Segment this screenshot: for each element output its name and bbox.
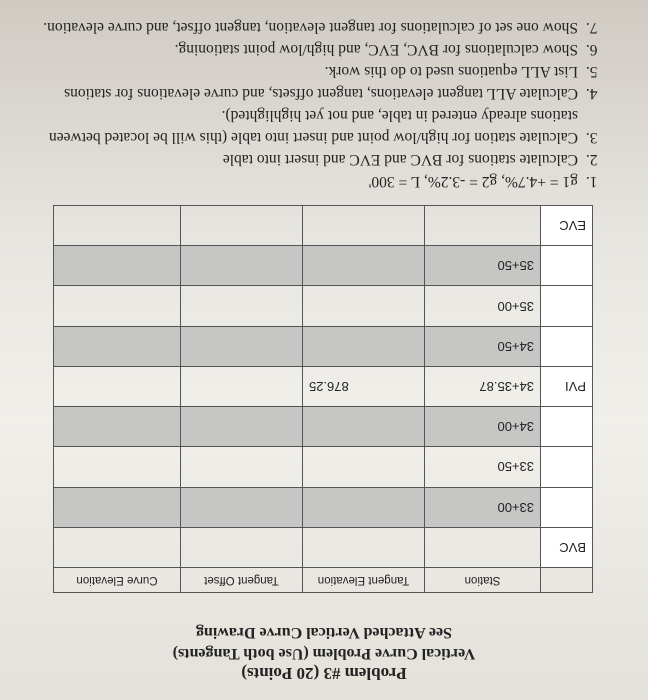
- task-item: 2. Calculate stations for BVC and EVC and insert into table: [12, 148, 582, 170]
- station-cell: 35+50: [425, 246, 541, 286]
- row-label: [541, 246, 593, 286]
- tangent-elevation-cell: 876.25: [303, 366, 425, 406]
- row-label: EVC: [541, 206, 593, 246]
- row-label: PVI: [541, 366, 593, 406]
- table-row: [54, 326, 593, 366]
- task-item: 1. g1 = +4.7%, g2 = -3.2%, L = 300': [12, 170, 582, 192]
- tangent-offset-cell: [181, 447, 303, 487]
- curve-elevation-cell: [54, 326, 181, 366]
- task-item: 6. Show calculations for BVC, EVC, and high/low point stationing.: [12, 38, 582, 60]
- table-row: [54, 206, 593, 246]
- table-row: [54, 447, 593, 487]
- task-item: 5. List ALL equations used to do this work.: [12, 60, 582, 82]
- tangent-elevation-cell: [303, 487, 425, 527]
- task-item: 4. Calculate ALL tangent elevations, tangent offsets, and curve elevations for stations: [12, 82, 582, 104]
- tangent-offset-cell: [181, 527, 303, 567]
- header-tangent-offset: Tangent Offset: [181, 568, 303, 593]
- drawing-reference: See Attached Vertical Curve Drawing: [196, 624, 452, 641]
- tangent-elevation-cell: [303, 206, 425, 246]
- row-label: [541, 487, 593, 527]
- tangent-offset-cell: [181, 246, 303, 286]
- station-cell: 34+35.87: [425, 366, 541, 406]
- table-row: [54, 246, 593, 286]
- table-header-row: [54, 568, 593, 593]
- curve-elevation-cell: [54, 286, 181, 326]
- station-cell: 34+00: [425, 407, 541, 447]
- vertical-curve-table: [53, 205, 593, 593]
- curve-elevation-cell: [54, 527, 181, 567]
- curve-elevation-cell: [54, 246, 181, 286]
- task-item: 3. Calculate station for high/low point and insert into table (this will be located between stations already entered in table, and not yet highlighted).: [12, 104, 582, 148]
- table-row: [54, 527, 593, 567]
- station-cell: 34+50: [425, 326, 541, 366]
- table-row: [54, 407, 593, 447]
- curve-elevation-cell: [54, 366, 181, 406]
- station-cell: [425, 206, 541, 246]
- station-cell: 33+00: [425, 487, 541, 527]
- station-cell: [425, 527, 541, 567]
- header-curve-elevation: Curve Elevation: [54, 568, 181, 593]
- row-label: [541, 447, 593, 487]
- tangent-elevation-cell: [303, 326, 425, 366]
- tangent-offset-cell: [181, 366, 303, 406]
- tangent-elevation-cell: [303, 246, 425, 286]
- tangent-offset-cell: [181, 407, 303, 447]
- row-label: [541, 407, 593, 447]
- tangent-elevation-cell: [303, 447, 425, 487]
- tangent-elevation-cell: [303, 407, 425, 447]
- station-cell: 33+50: [425, 447, 541, 487]
- row-label: [541, 286, 593, 326]
- tangent-offset-cell: [181, 206, 303, 246]
- tangent-elevation-cell: [303, 286, 425, 326]
- tangent-offset-cell: [181, 487, 303, 527]
- tangent-offset-cell: [181, 286, 303, 326]
- curve-elevation-cell: [54, 407, 181, 447]
- tangent-offset-cell: [181, 326, 303, 366]
- task-item: 7. Show one set of calculations for tangent elevation, tangent offset, and curve elevation.: [12, 16, 582, 38]
- table-row: [54, 286, 593, 326]
- problem-subtitle: Vertical Curve Problem (Use both Tangents): [172, 645, 476, 662]
- table-row: [54, 366, 593, 406]
- curve-elevation-cell: [54, 447, 181, 487]
- header-label-blank: [541, 568, 593, 593]
- curve-elevation-cell: [54, 487, 181, 527]
- table-row: [54, 487, 593, 527]
- header-tangent-elevation: Tangent Elevation: [303, 568, 425, 593]
- problem-title: Problem #3 (20 Points): [241, 664, 407, 683]
- row-label: [541, 326, 593, 366]
- station-cell: 35+00: [425, 286, 541, 326]
- tangent-elevation-cell: [303, 527, 425, 567]
- curve-elevation-cell: [54, 206, 181, 246]
- header-station: Station: [425, 568, 541, 593]
- row-label: BVC: [541, 527, 593, 567]
- task-list: [12, 16, 606, 192]
